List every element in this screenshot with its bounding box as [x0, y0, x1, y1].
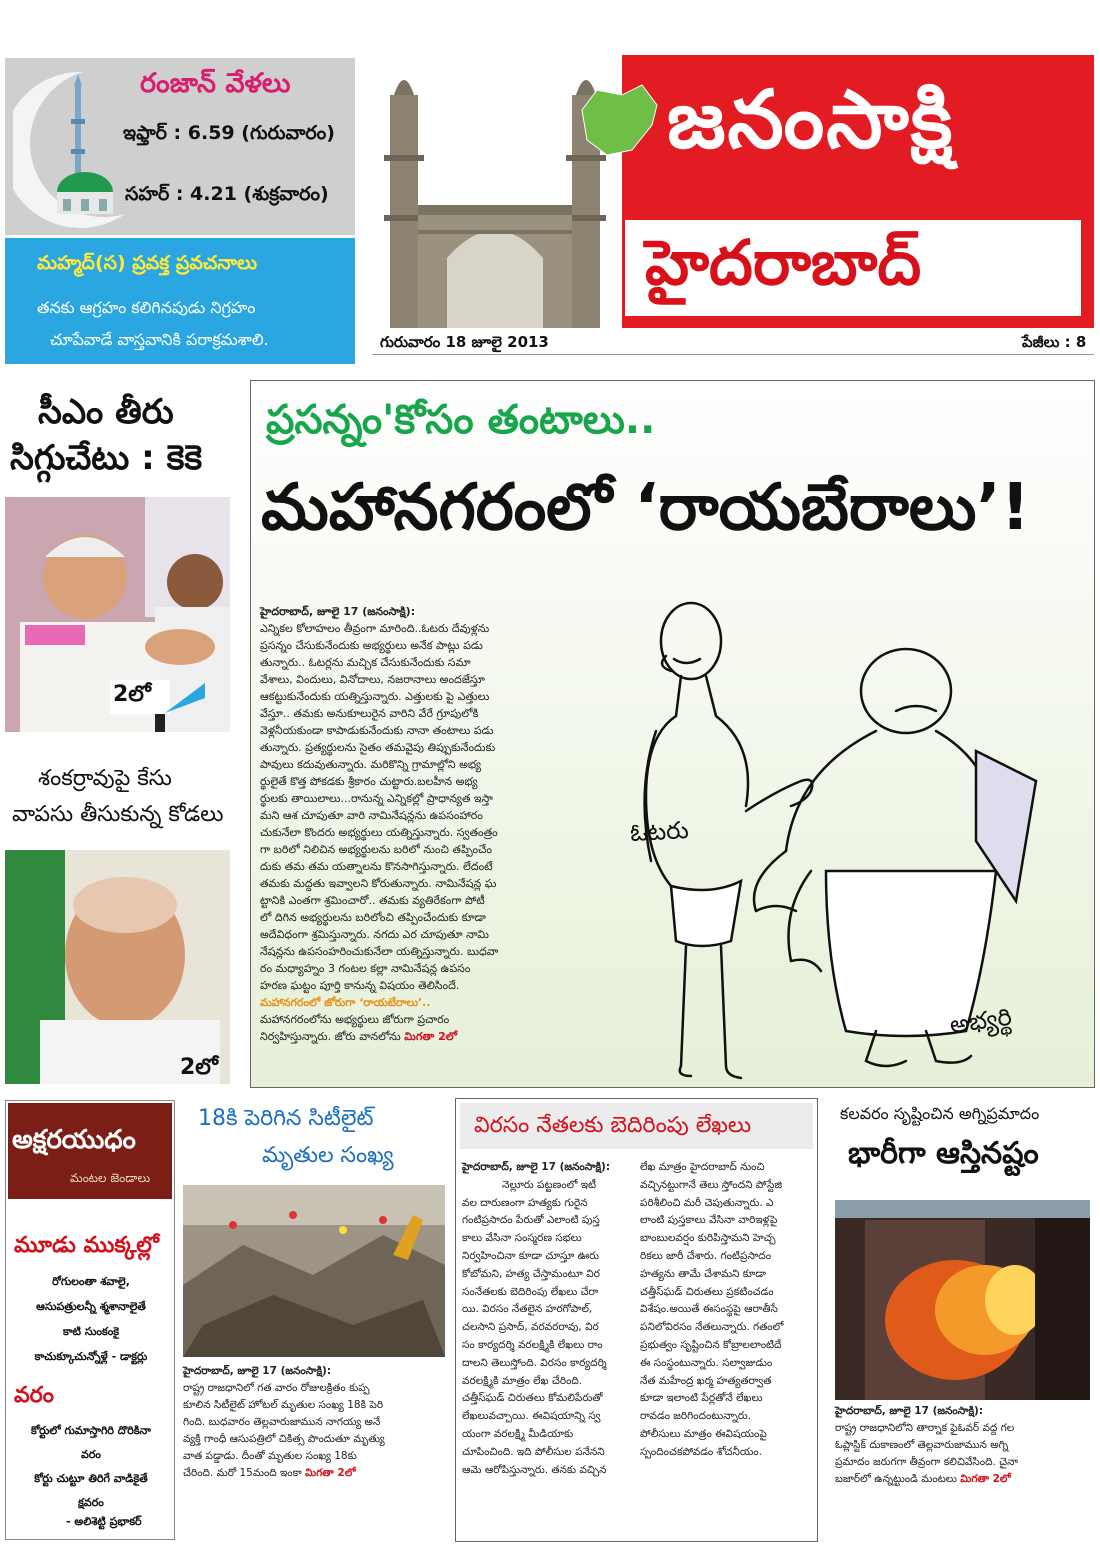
virasam-line: వచ్చినట్టుగానే తెలు స్తోందని పోస్టేజి [640, 1178, 783, 1191]
lead-line: ర్థులైతే కొత్త పోకడకు శ్రీకారం చుట్టారు.బలహీన అభ్య [260, 775, 478, 788]
virasam-line: ప్రభుత్వం సృష్టించిన కోబ్రాలలాంటిదే [640, 1338, 782, 1351]
virasam-line: దాలని తెలుస్తోంది. విరసం కార్యదర్శి [462, 1356, 607, 1369]
citylight-line: రాష్ట్ర రాజధానిలో గత వారం రోజులక్రితం కుప్ప [183, 1382, 370, 1394]
lead-line: వేస్తూ.. తమకు అనుకూలురైన వారిని వేరే గ్రూపులోకి [260, 707, 479, 720]
edition-box [625, 220, 1081, 316]
virasam-line: రావడం జరిగిందంటున్నారు. [640, 1410, 752, 1423]
page-count: పేజీలు : 8 [1022, 333, 1087, 351]
virasam-line: వల దారుణంగా హత్యకు గురైన [462, 1196, 588, 1209]
citylight-dateline: హైదరాబాద్, జూలై 17 (జనంసాక్షి): [183, 1365, 332, 1377]
virasam-line: పరిశీలించి మరీ చెపుతున్నారు. ఎ [640, 1196, 774, 1209]
poem-line: ఆసుపత్రులన్నీ శ్మశానాలైతే [36, 1300, 146, 1313]
citylight-headline-2: మృతుల సంఖ్య [262, 1143, 394, 1168]
virasam-line: యంగా వరలక్ష్మి మీడియాకు [462, 1427, 574, 1440]
citylight-line: గింది. బుధవారం తెల్లవారుజామున నాగయ్య అనే [183, 1416, 381, 1428]
lead-line: గా బరిలో నిలిచిన అభ్యర్థులను బరిలో నుంచి తప్పించేం [260, 843, 492, 856]
virasam-dateline: హైదరాబాద్, జూలై 17 (జనంసాక్షి): [462, 1161, 611, 1173]
citylight-photo [183, 1185, 445, 1357]
prophet-title: మహ్మద్(స) ప్రవక్త ప్రవచనాలు [37, 252, 258, 274]
virasam-line: లేఖలువచ్చాయి. ఈవిషయాన్ని స్వ [462, 1410, 601, 1423]
virasam-line: కాలు వేసినా సంస్మరణ సభలు [462, 1232, 582, 1245]
citylight-article [183, 1363, 445, 1482]
virasam-line: రికలు జారీ చేశారు. గంటిప్రసాదం [640, 1249, 772, 1262]
virasam-line: వరలక్ష్మికి మాత్రం లేఖ చేరింది. [462, 1374, 583, 1387]
ramzan-box [5, 58, 355, 235]
virasam-line: చత్తీస్‌ఘడ్ చిరుతలు ప్రకటించడం [640, 1285, 774, 1298]
lead-story-box [250, 380, 1095, 1088]
virasam-line: ఆమె ఆరోపిస్తున్నారు. తనకు వచ్చిన [462, 1463, 607, 1476]
shankarrao-ref: 2లో [180, 1055, 218, 1080]
virasam-line: బాంబులవర్షం కురిపిస్తామని హెచ్చ [640, 1232, 776, 1245]
citylight-line: వ్యక్తి గాంధీ ఆసుపత్రిలో చికిత్స పొందుతూ మృత్యు [183, 1433, 385, 1445]
akshara-logo-sub: మంటల జెండాలు [70, 1171, 151, 1185]
virasam-line: గంటిప్రసాదం పేరుతో ఎలాంటి పుస్త [462, 1214, 600, 1227]
virasam-line: నేత మహేంద్ర ఖర్మ హత్యతర్వాత [640, 1374, 772, 1387]
crescent-mosque-icon [13, 64, 133, 229]
citylight-continued: మిగతా 2లో [305, 1467, 356, 1479]
lead-line: వెళ్లనీయకుండా కాపాడుకునేందుకు నానా తంటాలు పడు [260, 724, 494, 737]
lead-line: ర్థులకు తాయిలాలు...రానున్న ఎన్నికల్లో ప్రాధాన్యత ఇస్తా [260, 792, 493, 805]
lead-continued: మిగతా 2లో [404, 1030, 458, 1043]
citylight-line: కూలిన సిటీలైట్ హోటల్ మృతుల సంఖ్య 18కి పెరి [183, 1399, 384, 1411]
lead-line: ఆకట్టుకునేందుకు యత్నిస్తున్నారు. ఎత్తులకు పై ఎత్తులు [260, 690, 490, 703]
lead-line: రం మధ్యాహ్నం 3 గంటల కల్లా నామినేషన్ల ఉపసం [260, 962, 471, 975]
lead-line: మహానగరంలోను అభ్యర్థులు జోరుగా ప్రచారం [260, 1013, 450, 1026]
cartoon-illustration [596, 581, 1086, 1081]
lead-line: తున్నారు.. ఓటర్లను మచ్చిక చేసుకునేందుకు సమా [260, 656, 471, 669]
poem-line: క్షవరం [78, 1496, 104, 1509]
newspaper-name: జనంసాక్షి [667, 73, 955, 166]
issue-date: గురువారం 18 జూలై 2013 [380, 333, 549, 351]
prophet-quote-line1: తనకు ఆగ్రహం కలిగినపుడు నిగ్రహం [37, 298, 256, 317]
akshara-logo [8, 1103, 172, 1199]
fire-line: ప్రమాదం జరుగగా తీవ్రంగా కలిచివేసింది. చైనా [835, 1456, 1019, 1468]
akshara-poem1 [12, 1269, 170, 1369]
citylight-headline-1: 18కి పెరిగిన సిటీలైట్ [198, 1106, 374, 1131]
fire-article [835, 1403, 1092, 1488]
virasam-line: పోలీసులు మాత్రం ఈవిషయంపై [640, 1427, 767, 1440]
masthead [372, 55, 1094, 328]
lead-line: హరణ ఘట్టం పూర్తి కానున్న విషయం తెలిసిందే. [260, 979, 460, 992]
story-kk-headline-2: సిగ్గుచేటు : కెకె [10, 438, 203, 478]
poem-line: రోగులంతా శవాలై, [52, 1275, 130, 1288]
fire-headline: భారీగా ఆస్తినష్టం [848, 1136, 1039, 1171]
virasam-headline: విరసం నేతలకు బెదిరింపు లేఖలు [474, 1113, 752, 1138]
virasam-line: స్పందించకపోవడం శోచనీయం. [640, 1445, 763, 1458]
fire-dateline: హైదరాబాద్, జూలై 17 (జనంసాక్షి): [835, 1405, 984, 1417]
lead-line: తమకు మద్దతు ఇవ్వాలని కోరుతున్నారు. నామినేషన్ల ఘ [260, 877, 497, 890]
lead-line: తున్నారు. ప్రత్యర్థులను సైతం తమవైపు తిప్పుకునేందుకు [260, 741, 496, 754]
iftar-time: ఇఫ్తార్ : 6.59 (గురువారం) [123, 122, 335, 144]
virasam-line: లేఖ మాత్రం హైదరాబాద్ నుంచి [640, 1161, 765, 1173]
akshara-yudham-box [5, 1100, 175, 1540]
ramzan-title: రంజాన్ వేళలు [140, 68, 291, 99]
akshara-poem2 [12, 1419, 170, 1515]
akshara-title2: వరం [14, 1383, 54, 1408]
virasam-line: పనిలోవిరసం నేతలున్నారు. గతంలో [640, 1321, 784, 1334]
lead-line: మని ఆశ చూపుతూ వారి నామినేషన్లను ఉపసంహారం [260, 809, 483, 822]
poem-line: కోర్టు చుట్టూ తిరిగే వాడికైతే [34, 1472, 148, 1485]
virasam-line: యి. విరసం నేతలైన హరగోపాల్, [462, 1303, 593, 1316]
lead-line: ట్టానికి ఎంతగా శ్రమించారో.. తమకు వ్యతిరేకంగా పోటీ [260, 894, 485, 907]
akshara-title1: మూడు ముక్కల్లో [14, 1233, 159, 1258]
virasam-line: సం కార్యదర్శి వరలక్ష్మికి లేఖలు రాం [462, 1338, 603, 1351]
citylight-last-line [183, 1465, 445, 1482]
fire-continued: మిగతా 2లో [960, 1473, 1011, 1485]
citylight-line: చేరింది. మరో 15మంది ఇంకా [183, 1467, 302, 1479]
virasam-line: కూడా ఇలాంటి పేర్లతోనే లేఖలు [640, 1392, 763, 1405]
masthead-rule [372, 354, 1094, 355]
lead-article [260, 603, 587, 1045]
kk-photo [5, 497, 230, 732]
virasam-col2 [640, 1159, 812, 1462]
story-shankar-headline-1: శంకర్రావుపై కేసు [38, 766, 172, 791]
prophet-quote-line2: చూపేవాడే వాస్తవానికి పరాక్రమశాలి. [50, 330, 269, 349]
poem-line: కాటి సుంకంకై [62, 1325, 120, 1338]
lead-line: అదేవిధంగా శ్రమిస్తున్నారు. నగదు ఎర చూపుతూ నామి [260, 928, 489, 941]
virasam-line: సంనేతలకు బెదిరింపు లేఖలు చేరా [462, 1285, 599, 1298]
lead-body [260, 620, 587, 994]
lead-line: ఎన్నికల కోలాహలం తీవ్రంగా మారింది..ఓటరు దేవుళ్లను [260, 622, 490, 635]
story-shankar-headline-2: వాపసు తీసుకున్న కోడలు [12, 802, 224, 827]
cartoon-voter-label: ఓటరు [629, 815, 690, 848]
cartoon-candidate-label: అభ్యర్థి [947, 1002, 1014, 1039]
virasam-line: కోబోమని, హత్య చేస్తామంటూ విర [462, 1267, 600, 1280]
prophet-sayings-box [5, 238, 355, 364]
virasam-line: విశేషం.అయితే ఈసంస్థపై ఆరాతీసే [640, 1303, 778, 1316]
fire-kicker: కలవరం సృష్టించిన అగ్నిప్రమాదం [840, 1104, 1040, 1123]
lead-line: చుకునేలా కొందరు అభ్యర్థులు యత్నిస్తున్నారు. స్వతంత్రం [260, 826, 498, 839]
fire-last-line [835, 1471, 1092, 1488]
virasam-box [455, 1098, 818, 1542]
lead-line: లో దిగిన అభ్యర్థులను బరిలోంచి తప్పించేందుకు కూడా [260, 911, 486, 924]
arrow-icon [165, 683, 205, 713]
lead-kicker: ప్రసన్నం'కోసం తంటాలు.. [266, 397, 656, 443]
edition-name: హైదరాబాద్ [645, 226, 922, 299]
akshara-author: - అలిశెట్టి ప్రభాకర్ [66, 1515, 142, 1528]
lead-line: నేషన్లను ఉపసంహరించుకునేలా యత్నిస్తున్నారు. బుధవా [260, 945, 499, 958]
lead-line: పావులు కదువుతున్నారు. మరికొన్ని గ్రామాల్లోని అభ్య [260, 758, 482, 771]
lead-line: నిర్వహిస్తున్నారు. జోరు వానలోను [260, 1030, 401, 1043]
telangana-map-icon [572, 80, 662, 160]
virasam-line: నిర్వహించినా కూడా చూస్తూ ఊరు [462, 1249, 600, 1262]
shankarrao-photo [5, 850, 230, 1084]
virasam-line: హత్యను తామే చేశామని కూడా [640, 1267, 766, 1280]
virasam-line: లాంటి పుస్తకాలు వేసినా వారిఇళ్లపై [640, 1214, 778, 1227]
virasam-col1 [462, 1159, 632, 1479]
lead-line: ప్రసన్నం చేసుకునేందుకు అభ్యర్థులు అనేక పాట్లు పడు [260, 639, 483, 652]
lead-dateline: హైదరాబాద్, జూలై 17 (జనంసాక్షి): [260, 605, 416, 618]
fire-photo [835, 1200, 1090, 1400]
fire-line: ఓప్లాస్టిక్ దుకాణంలో తెల్లవారుజామున అగ్ని [835, 1439, 1009, 1451]
citylight-line: వాత పడ్డాడు. దీంతో మృతుల సంఖ్య 18కు [183, 1450, 357, 1462]
sahar-time: సహర్ : 4.21 (శుక్రవారం) [125, 183, 329, 205]
lead-subhead: మహానగరంలో జోరుగా ‘రాయబేరాలు’.. [260, 996, 431, 1009]
lead-line: దుకు తమ తమ యత్నాలను కొనసాగిస్తున్నారు. లేదంటే [260, 860, 493, 873]
lead-line: వేశాలు, విందులు, వినోదాలు, నజరానాలు అందజేస్తూ [260, 673, 485, 686]
poem-line: కాచుక్కూచున్నోళ్లే - డాక్టర్లు [34, 1350, 148, 1363]
virasam-line: చలసాని ప్రసాద్, వరవరరావు, విర [462, 1321, 599, 1334]
kk-ref: 2లో [113, 682, 151, 707]
fire-line: రాష్ట్ర రాజధానిలోని తార్నాక ఫైఓవర్ వద్ద గల [835, 1422, 1015, 1434]
virasam-line: చూపించింది. ఇది పోలీసుల పనేనని [462, 1445, 605, 1458]
poem-line: కోర్టులో గుమాస్తాగిరి దొరికినా [31, 1424, 151, 1437]
fire-line: బజార్‌లో ఉన్నట్టుండి మంటలు [835, 1473, 957, 1485]
lead-headline: మహానగరంలో ‘రాయబేరాలు’! [261, 471, 1030, 545]
poem-line: వరం [81, 1448, 101, 1461]
lead-last-line [260, 1028, 587, 1045]
story-kk-headline-1: సీఎం తీరు [38, 392, 174, 432]
virasam-line: చత్తీస్‌ఘడ్ చిరుతలు కోమలిపేరుతో [462, 1392, 603, 1405]
virasam-line: ఈ సంస్థంటున్నారు. సల్వాజుడుం [640, 1356, 773, 1369]
virasam-line: నెల్లూరు పట్టణంలో ఇటీ [502, 1178, 597, 1191]
akshara-logo-text: అక్షరయుధం [12, 1125, 136, 1155]
